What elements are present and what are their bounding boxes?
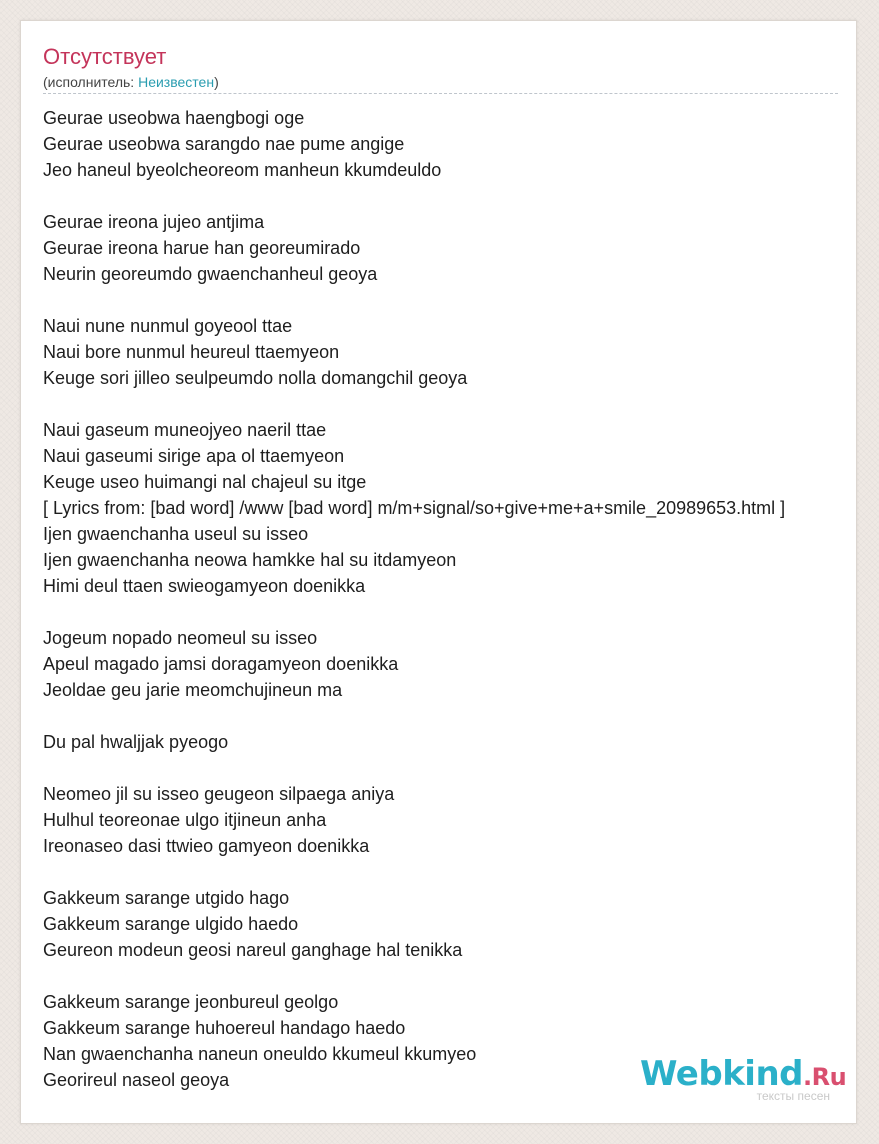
- lyrics-line: Nan gwaenchanha naneun oneuldo kkumeul kkumyeo: [43, 1044, 477, 1064]
- lyrics-line: Geurae ireona jujeo antjima: [43, 212, 265, 232]
- lyrics-line: Ijen gwaenchanha neowa hamkke hal su itdamyeon: [43, 550, 457, 570]
- lyrics-line: Himi deul ttaen swieogamyeon doenikka: [43, 576, 366, 596]
- lyrics-text: [43, 105, 879, 1093]
- lyrics-line: Keuge sori jilleo seulpeumdo nolla domangchil geoya: [43, 368, 468, 388]
- lyrics-line: Naui bore nunmul heureul ttaemyeon: [43, 342, 340, 362]
- lyrics-line: Gakkeum sarange ulgido haedo: [43, 914, 299, 934]
- lyrics-line: Jeo haneul byeolcheoreom manheun kkumdeuldo: [43, 160, 442, 180]
- lyrics-line: Georireul naseol geoya: [43, 1070, 230, 1090]
- lyrics-line: Jogeum nopado neomeul su isseo: [43, 628, 318, 648]
- artist-suffix: ): [214, 74, 219, 90]
- lyrics-stanza: [43, 625, 879, 703]
- lyrics-line: Neurin georeumdo gwaenchanheul geoya: [43, 264, 378, 284]
- lyrics-line: Naui gaseum muneojyeo naeril ttae: [43, 420, 327, 440]
- lyrics-stanza: [43, 105, 879, 183]
- lyrics-line: Jeoldae geu jarie meomchujineun ma: [43, 680, 343, 700]
- lyrics-line: Geurae useobwa haengbogi oge: [43, 108, 305, 128]
- artist-line: [43, 73, 838, 94]
- lyrics-line: Neomeo jil su isseo geugeon silpaega aniya: [43, 784, 395, 804]
- lyrics-stanza: [43, 209, 879, 287]
- lyrics-line: Gakkeum sarange jeonbureul geolgo: [43, 992, 339, 1012]
- lyrics-line: [ Lyrics from: [bad word] /www [bad word] m/m+signal/so+give+me+a+smile_20989653.html ]: [43, 498, 786, 518]
- lyrics-line: Gakkeum sarange utgido hago: [43, 888, 290, 908]
- lyrics-line: Geurae useobwa sarangdo nae pume angige: [43, 134, 405, 154]
- lyrics-line: Apeul magado jamsi doragamyeon doenikka: [43, 654, 399, 674]
- lyrics-stanza: [43, 729, 879, 755]
- lyrics-stanza: [43, 885, 879, 963]
- artist-link[interactable]: Неизвестен: [138, 74, 215, 90]
- logo-suffix: .Ru: [803, 1063, 847, 1091]
- artist-prefix: (исполнитель:: [43, 74, 139, 90]
- lyrics-line: Ireonaseo dasi ttwieo gamyeon doenikka: [43, 836, 370, 856]
- lyrics-line: Geureon modeun geosi nareul ganghage hal tenikka: [43, 940, 463, 960]
- logo-tagline: тексты песен: [756, 1089, 830, 1103]
- lyrics-line: Hulhul teoreonae ulgo itjineun anha: [43, 810, 327, 830]
- lyrics-stanza: [43, 313, 879, 391]
- logo-main-text: Webkind: [640, 1054, 803, 1094]
- lyrics-stanza: [43, 417, 879, 599]
- lyrics-card: [20, 20, 857, 1124]
- lyrics-line: Gakkeum sarange huhoereul handago haedo: [43, 1018, 406, 1038]
- lyrics-line: Du pal hwaljjak pyeogo: [43, 732, 229, 752]
- lyrics-stanza: [43, 781, 879, 859]
- lyrics-line: Naui gaseumi sirige apa ol ttaemyeon: [43, 446, 345, 466]
- lyrics-line: Keuge useo huimangi nal chajeul su itge: [43, 472, 367, 492]
- song-title: Отсутствует: [43, 44, 167, 69]
- lyrics-line: Geurae ireona harue han georeumirado: [43, 238, 361, 258]
- site-logo[interactable]: [640, 1054, 847, 1103]
- lyrics-line: Ijen gwaenchanha useul su isseo: [43, 524, 309, 544]
- lyrics-line: Naui nune nunmul goyeool ttae: [43, 316, 293, 336]
